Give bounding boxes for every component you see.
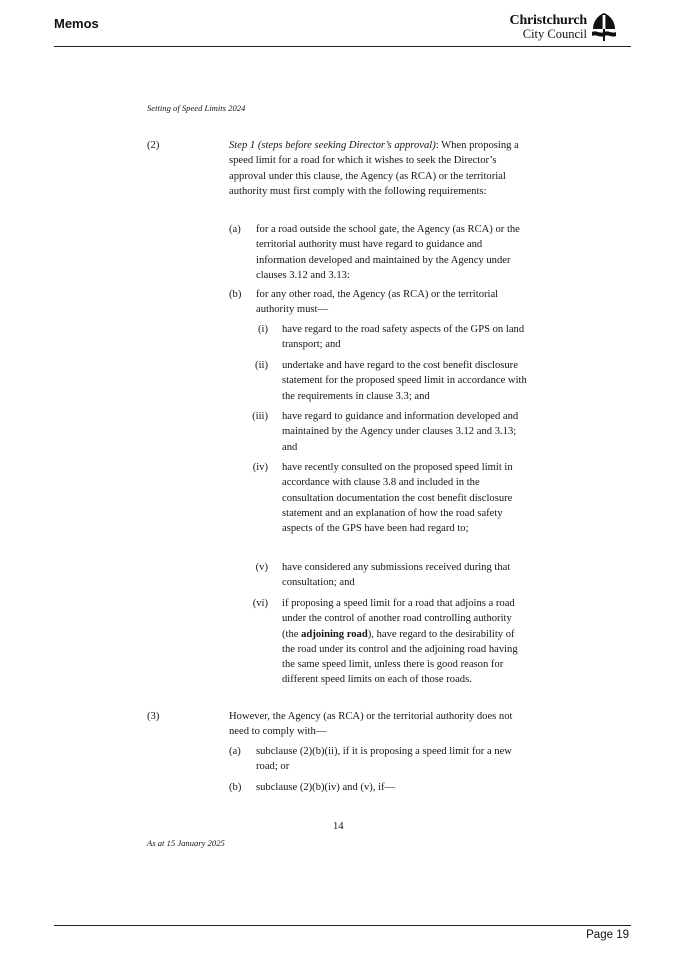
subclause-text-iv: have recently consulted on the proposed speed limit in accordance with clause 3.8 and included in the consultation documentation the cost benefit disclosure statement and an explanation of how the road safety aspects of the GPS have been had regard to; <box>282 462 513 535</box>
subclause-label-iii: (iii) <box>252 411 268 422</box>
clause-2-intro: : When proposing a speed limit for a road for which it wishes to seek the Director’s approval under this clause, the Agency (as RCA) or the territorial authority must first comply with the following requirements: <box>229 140 519 197</box>
clause-3a-text: subclause (2)(b)(ii), if it is proposing a speed limit for a new road; or <box>256 746 512 773</box>
clause-3b-label: (b) <box>229 782 242 793</box>
adjoining-road-term: adjoining road <box>301 628 368 640</box>
subclause-label-i: (i) <box>258 324 268 335</box>
clause-2-heading: Step 1 (steps before seeking Director’s approval) <box>229 140 436 151</box>
subclause-vi-text-before: if proposing a speed limit for a road that adjoins a road under the control of another road controlling authority (the <box>282 598 515 640</box>
clause-2-text <box>229 138 533 199</box>
clause-2a-label: (a) <box>229 224 241 235</box>
clause-3b-text: subclause (2)(b)(iv) and (v), if— <box>256 782 396 793</box>
clause-2-number: (2) <box>147 140 160 151</box>
footer-divider <box>54 925 631 926</box>
council-logo <box>510 12 617 42</box>
logo-line-2: City Council <box>522 26 587 41</box>
running-head: Setting of Speed Limits 2024 <box>147 103 246 113</box>
subclause-text-i: have regard to the road safety aspects of the GPS on land transport; and <box>282 324 525 351</box>
clause-3-text: However, the Agency (as RCA) or the territorial authority does not need to comply with— <box>229 711 513 738</box>
subclause-label-ii: (ii) <box>255 360 268 371</box>
subclause-vi-text-after: ), have regard to the desirability of the road under its control and the adjoining road having the same speed limit, unless there is good reason for different speed limits on each of those roads. <box>282 628 518 686</box>
subclause-text-iii: have regard to guidance and information developed and maintained by the Agency under clauses 3.12 and 3.13; and <box>282 411 519 453</box>
memo-header-title: Memos <box>54 16 99 31</box>
subclause-text-ii: undertake and have regard to the cost benefit disclosure statement for the proposed speed limit in accordance with the requirements in clause 3.3; and <box>282 360 527 402</box>
clause-2b-label: (b) <box>229 289 242 300</box>
header-divider <box>54 46 631 47</box>
clause-2a-text: for a road outside the school gate, the Agency (as RCA) or the territorial authority must have regard to guidance and information developed and maintained by the Agency under clauses 3.12 and 3.13: <box>256 224 520 281</box>
clause-2b-text: for any other road, the Agency (as RCA) or the territorial authority must— <box>256 289 499 316</box>
subclause-text-v: have considered any submissions received during that consultation; and <box>282 562 511 589</box>
clause-3a-label: (a) <box>229 746 241 757</box>
subclause-label-v: (v) <box>255 562 268 573</box>
document-folio: 14 <box>333 821 344 832</box>
clause-3-number: (3) <box>147 711 160 722</box>
subclause-label-vi: (vi) <box>252 598 268 609</box>
logo-line-1: Christchurch <box>509 12 587 28</box>
subclause-text-vi <box>282 596 530 688</box>
as-at-date: As at 15 January 2025 <box>147 838 225 848</box>
council-emblem-icon <box>591 12 617 42</box>
page-number: Page 19 <box>586 929 629 941</box>
subclause-label-iv: (iv) <box>252 462 268 473</box>
